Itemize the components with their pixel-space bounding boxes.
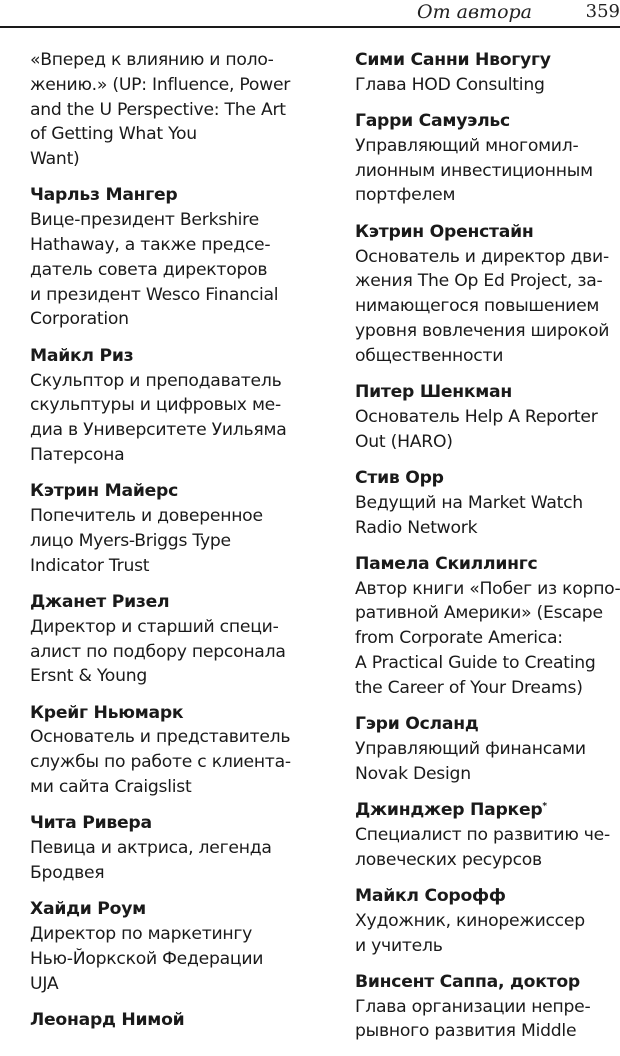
entry-name: Кэтрин Майерс: [30, 481, 179, 502]
footnote-marker[interactable]: *: [542, 801, 547, 812]
entry-name: Хайди Роум: [30, 899, 146, 920]
entry: [30, 590, 325, 689]
entry-name: Майкл Риз: [30, 345, 134, 366]
entry-line: Скульптор и преподаватель: [30, 370, 282, 391]
running-header: [0, 0, 620, 28]
entry-line: «Вперед к влиянию и поло-: [30, 50, 274, 70]
entry-name: Памела Скиллингс: [355, 553, 538, 574]
entry-line: скульптуры и цифровых ме-: [30, 395, 281, 416]
entry: [355, 798, 620, 872]
entry-line: лионным инвестиционным: [355, 160, 593, 181]
entry: [30, 479, 325, 578]
entry-line: лицо Myers-Briggs Type: [30, 530, 231, 551]
entry: [30, 1008, 325, 1033]
entry: [30, 897, 325, 996]
entry-line: ми сайта Craigslist: [30, 777, 192, 798]
entry-line: Попечитель и доверенное: [30, 506, 263, 527]
entry: [355, 970, 620, 1044]
entry-line: Indicator Trust: [30, 555, 150, 576]
entry-line: Ведущий на Market Watch: [355, 492, 583, 513]
entry-line: Певица и актриса, легенда: [30, 838, 272, 859]
entry-name: Джанет Ризел: [30, 591, 170, 612]
entry-line: жению.» (UP: Influence, Power: [30, 74, 291, 95]
entry-line: диа в Университете Уильяма: [30, 420, 287, 441]
entry-name: Гарри Самуэльс: [355, 111, 510, 132]
entry-line: Out (HARO): [355, 431, 453, 452]
entry-line: and the U Perspective: The Art: [30, 99, 286, 120]
entry-line: портфелем: [355, 185, 456, 206]
entry: [355, 48, 620, 98]
entry: [355, 380, 620, 454]
entry-line: from Corporate America:: [355, 628, 563, 649]
entry: [30, 344, 325, 468]
entry-line: ративной Америки» (Escape: [355, 603, 603, 624]
entry: [30, 183, 325, 332]
page-number: 359: [585, 1, 620, 22]
entry-name: Гэри Осланд: [355, 714, 479, 735]
entry-line: A Practical Guide to Creating: [355, 653, 596, 674]
entry-name: Стив Орр: [355, 467, 444, 488]
entry-line: рывного развития Middle: [355, 1021, 577, 1042]
entry-name: Джинджер Паркер: [355, 800, 543, 821]
entry-line: ловеческих ресурсов: [355, 849, 542, 870]
entry-line: службы по работе с клиента-: [30, 752, 291, 773]
entry-line: Want): [30, 149, 80, 170]
entry-line: Бродвея: [30, 862, 105, 883]
entry-line: уровня вовлечения широкой: [355, 320, 610, 341]
entry-line: Патерсона: [30, 444, 125, 465]
entry-line: Corporation: [30, 309, 129, 330]
entry-line: Глава организации непре-: [355, 996, 591, 1017]
left-column: [30, 48, 325, 1044]
entry-continuation: [30, 48, 325, 172]
entry-name: Винсент Саппа, доктор: [355, 971, 580, 992]
entry-line: Глава HOD Consulting: [355, 74, 545, 95]
entry-line: the Career of Your Dreams): [355, 677, 583, 698]
entry-line: Radio Network: [355, 517, 478, 538]
entry-line: Hathaway, а также предсе-: [30, 235, 271, 256]
entry-line: общественности: [355, 345, 504, 366]
entry-line: и учитель: [355, 935, 443, 956]
entry: [355, 466, 620, 540]
entry-line: Вице-президент Berkshire: [30, 210, 259, 231]
entry-line: of Getting What You: [30, 124, 197, 145]
entry-name: Крейг Ньюмарк: [30, 702, 184, 723]
header-rule: [0, 26, 620, 28]
entry-line: Художник, кинорежиссер: [355, 910, 585, 931]
entry-line: Управляющий многомил-: [355, 135, 579, 156]
entry-line: Основатель и представитель: [30, 727, 291, 748]
entry: [355, 552, 620, 701]
entry-line: UJA: [30, 973, 59, 994]
entry: [355, 109, 620, 208]
entry-name: Леонард Нимой: [30, 1009, 185, 1030]
entry-name: Чита Ривера: [30, 813, 152, 834]
entry-line: Директор по маркетингу: [30, 924, 253, 944]
entry-name: Питер Шенкман: [355, 382, 513, 403]
entry: [355, 220, 620, 369]
entry-line: нимающегося повышением: [355, 296, 600, 317]
entry-line: Автор книги «Побег из корпо-: [355, 578, 620, 599]
entry-line: и президент Wesco Financial: [30, 284, 279, 305]
entry-line: Специалист по развитию че-: [355, 824, 610, 845]
entry: [355, 884, 620, 958]
entry: [355, 712, 620, 786]
entry-line: алист по подбору персонала: [30, 641, 286, 662]
entry-line: датель совета директоров: [30, 259, 268, 280]
entry-name: Чарльз Мангер: [30, 185, 178, 206]
entry-name: Сими Санни Нвогугу: [355, 50, 551, 70]
entry-name: Кэтрин Оренстайн: [355, 221, 534, 242]
right-column: [355, 48, 620, 1056]
entry-line: Нью-Йоркской Федерации: [30, 948, 264, 969]
entry-line: Управляющий финансами: [355, 738, 586, 759]
entry: [30, 811, 325, 885]
entry-line: Основатель Help A Reporter: [355, 406, 598, 427]
entry-line: Основатель и директор дви-: [355, 246, 609, 267]
entry: [30, 701, 325, 800]
entry-line: жения The Op Ed Project, за-: [355, 271, 603, 292]
entry-line: Novak Design: [355, 763, 471, 784]
section-title: От автора: [417, 1, 532, 23]
entry-line: Директор и старший специ-: [30, 616, 279, 637]
entry-line: Ersnt & Young: [30, 666, 148, 687]
entry-name-with-footnote: [355, 798, 620, 823]
entry-name: Майкл Сорофф: [355, 885, 506, 906]
